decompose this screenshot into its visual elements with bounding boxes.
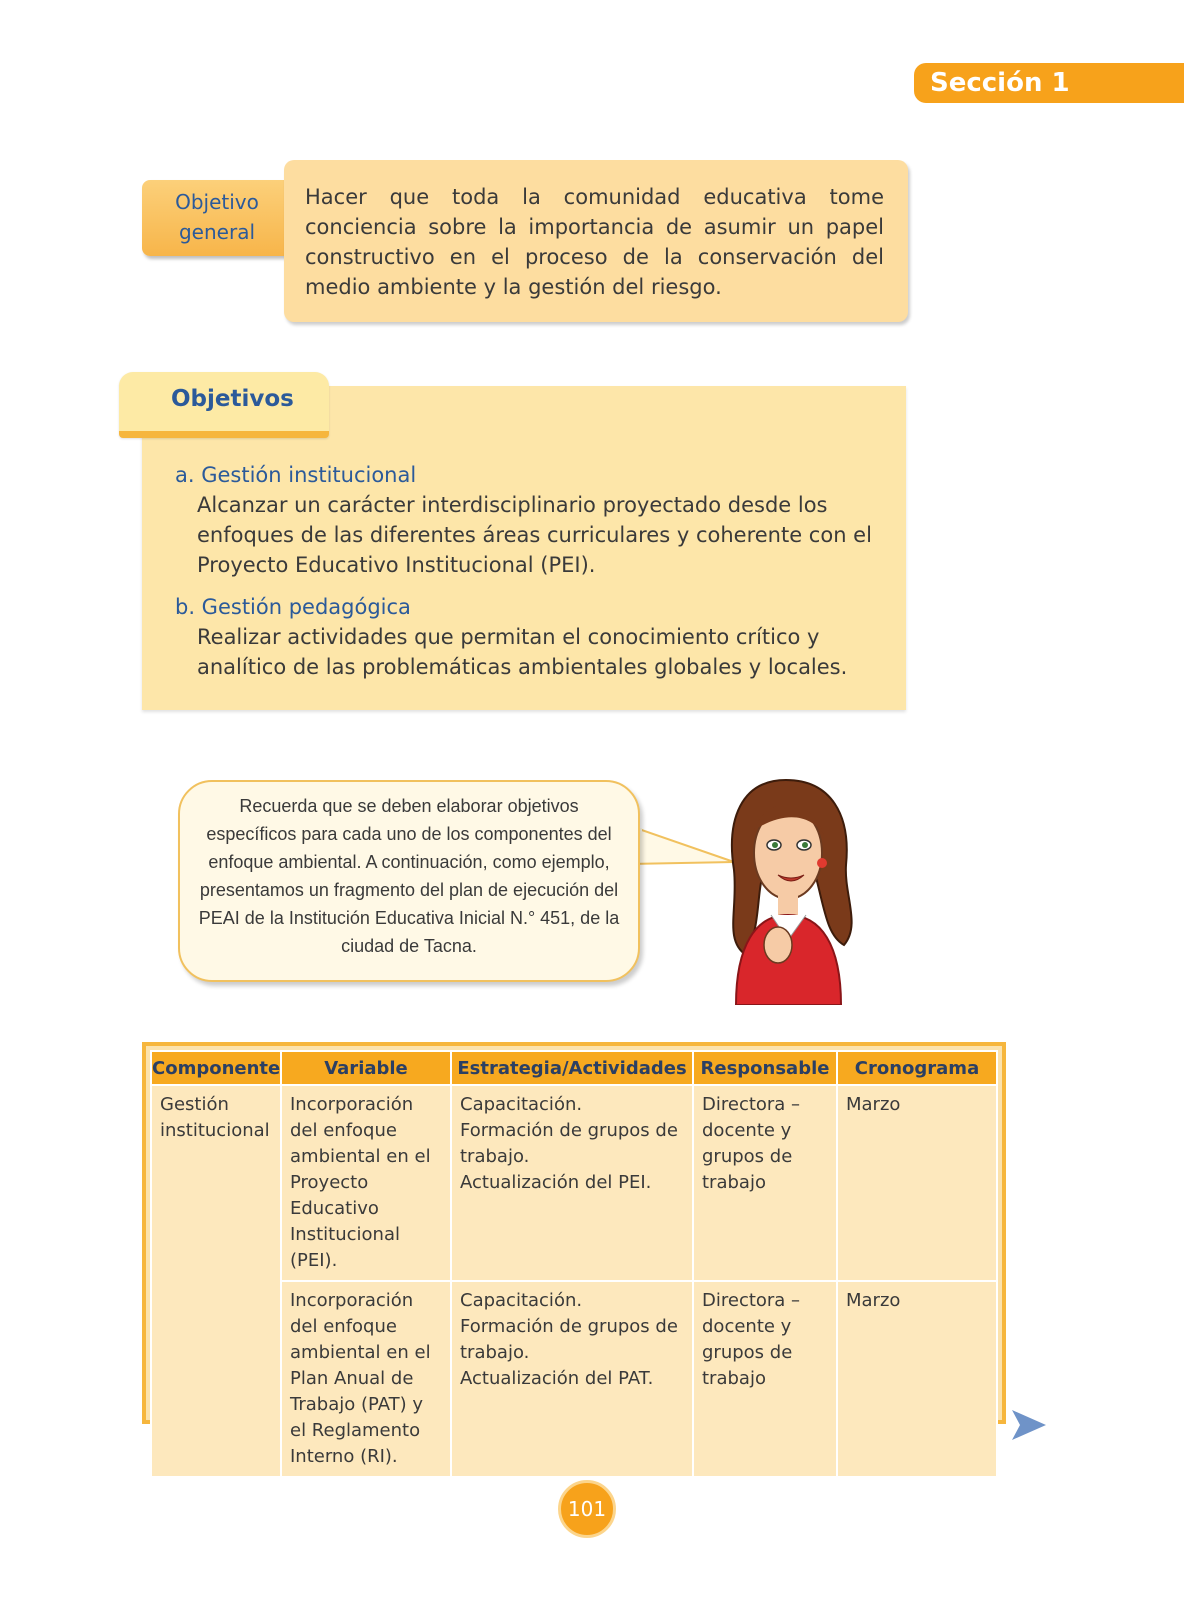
responsable-cell: Directora – docente y grupos de trabajo [693,1085,837,1281]
column-header: Variable [281,1051,451,1085]
objetivos-heading: Objetivos [119,372,329,438]
estrategia-line: Capacitación. [460,1290,583,1311]
variable-cell: Incorporación del enfoque ambiental en el Proyecto Educativo Institucional (PEI). [281,1085,451,1281]
componente-cell: Gestión institucional [151,1085,281,1477]
estrategia-line: Formación de grupos de trabajo. [460,1120,678,1167]
next-page-arrow-icon[interactable] [1012,1410,1046,1440]
column-header: Cronograma [837,1051,997,1085]
objetivo-item-title: b. Gestión pedagógica [175,595,411,619]
estrategia-line: Formación de grupos de trabajo. [460,1316,678,1363]
responsable-cell: Directora – docente y grupos de trabajo [693,1281,837,1477]
cronograma-cell: Marzo [837,1085,997,1281]
speech-bubble: Recuerda que se deben elaborar objetivos específicos para cada uno de los componentes del enfoque ambiental. A continuación, como ejemplo, presentamos un fragmento del plan de ejecución del PEAI de la Institución Educativa Inicial N.° 451, de la ciudad de Tacna. [178,780,640,982]
objetivo-item [175,592,885,682]
cronograma-cell: Marzo [837,1281,997,1477]
estrategia-line: Capacitación. [460,1094,583,1115]
estrategia-cell [451,1281,693,1477]
column-header: Responsable [693,1051,837,1085]
column-header: Estrategia/Actividades [451,1051,693,1085]
objetivo-general-text: Hacer que toda la comunidad educativa tome conciencia sobre la importancia de asumir un papel constructivo en el proceso de la conservación del medio ambiente y la gestión del riesgo. [284,160,908,322]
estrategia-line: Actualización del PEI. [460,1172,652,1193]
objetivo-general-label: Objetivo general [142,180,292,256]
column-header: Componente [151,1051,281,1085]
estrategia-cell [451,1085,693,1281]
estrategia-line: Actualización del PAT. [460,1368,654,1389]
objetivo-item-title: a. Gestión institucional [175,463,417,487]
table-row [151,1085,997,1281]
objetivo-item-text: Alcanzar un carácter interdisciplinario proyectado desde los enfoques de las diferentes áreas curriculares y coherente con el Proyecto Educativo Institucional (PEI). [197,493,872,577]
section-tab: Sección 1 [914,63,1184,103]
objetivo-item [175,460,885,580]
teacher-illustration [716,775,866,1005]
table-header-row [151,1051,997,1085]
variable-cell: Incorporación del enfoque ambiental en el Plan Anual de Trabajo (PAT) y el Reglamento Interno (RI). [281,1281,451,1477]
plan-table [142,1042,1006,1467]
objetivo-item-text: Realizar actividades que permitan el conocimiento crítico y analítico de las problemáticas ambientales globales y locales. [197,625,848,679]
page-number: 101 [558,1480,616,1538]
